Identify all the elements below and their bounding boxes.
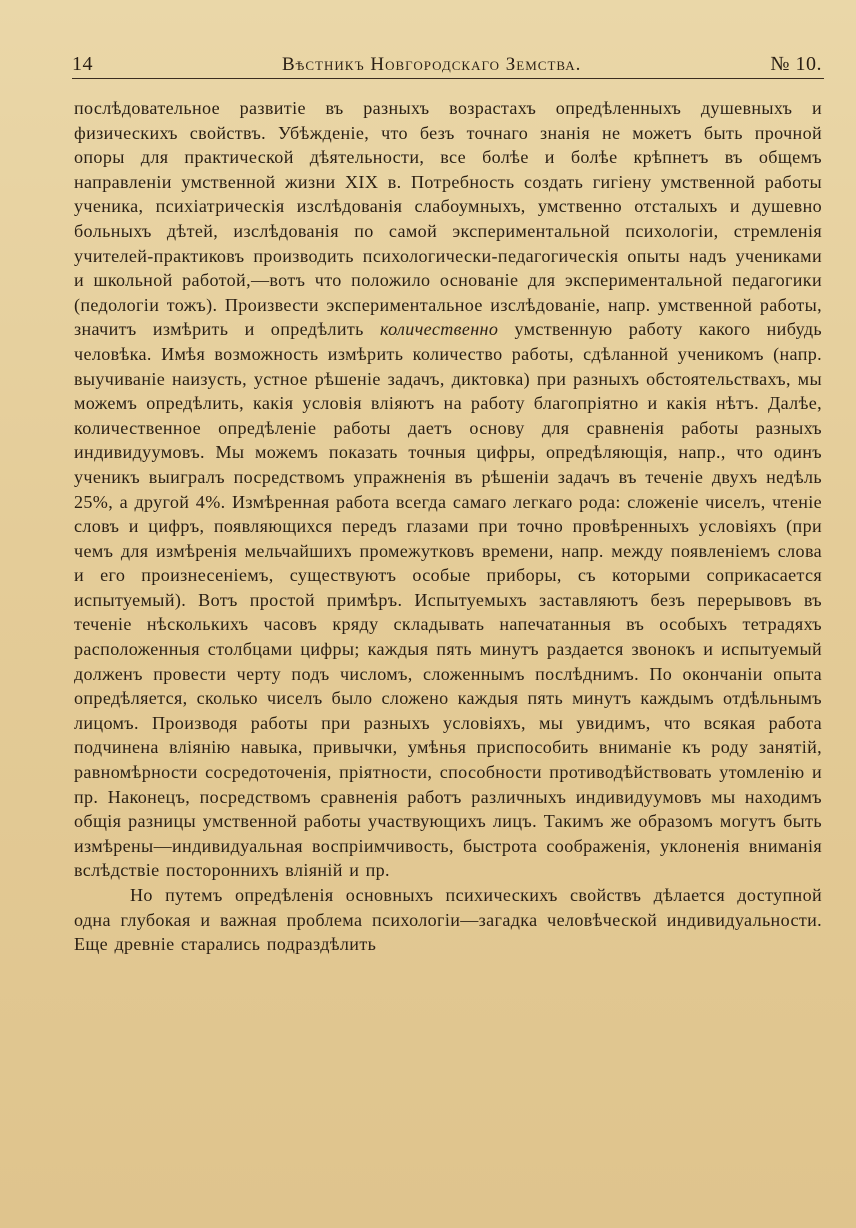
issue-number: № 10.: [770, 53, 822, 75]
journal-title: Вѣстникъ Новгородскаго Земства.: [281, 54, 582, 75]
page-number: 14: [72, 53, 93, 75]
paragraph-1: [74, 96, 822, 883]
header-rule: [72, 78, 824, 79]
article-body: [74, 96, 822, 957]
paragraph-1-text-before: послѣдовательное развитіе въ разныхъ возрастахъ опредѣленныхъ душевныхъ и физическихъ свойствъ. Убѣжденіе, что безъ точнаго знанія не можетъ быть прочной опоры для практической дѣятельности, все болѣе и болѣе крѣпнетъ въ общемъ направленіи умственной жизни XIX в. Потребность создать гигіену умственной работы ученика, психіатрическія изслѣдованія слабоумныхъ, умственно отсталыхъ и душевно больныхъ дѣтей, изслѣдованія по самой экспериментальной психологіи, стремленія учителей-практиковъ производить психологически-педагогическія опыты надъ учениками и школьной работой,—вотъ что положило основаніе для экспериментальной педагогики (педологіи тожъ). Произвести экспериментальное изслѣдованіе, напр. умственной работы, значитъ измѣрить и опредѣлить: [74, 98, 822, 340]
running-header: [72, 44, 822, 76]
emphasis-quantitatively: количественно: [379, 319, 499, 340]
paragraph-2: Но путемъ опредѣленія основныхъ психическихъ свойствъ дѣлается доступной одна глубокая и важная проблема психологіи—загадка человѣческой индивидуальности. Еще древніе старались подраздѣлить: [74, 885, 822, 955]
paragraph-1-text-after: умственную работу какого нибудь человѣка. Имѣя возможность измѣрить количество работы, сдѣланной ученикомъ (напр. выучиваніе наизусть, устное рѣшеніе задачъ, диктовка) при разныхъ обстоятельствахъ, мы можемъ опредѣлить, какія условія вліяютъ на работу благопріятно и какія нѣтъ. Далѣе, количественное опредѣленіе работы даетъ основу для сравненія работы разныхъ индивидуумовъ. Мы можемъ показать точныя цифры, опредѣляющія, напр., что одинъ ученикъ выигралъ посредствомъ упражненія въ рѣшеніи задачъ въ теченіе двухъ недѣль 25%, а другой 4%. Измѣренная работа всегда самаго легкаго рода: сложеніе чиселъ, чтеніе словъ и цифръ, появляющихся передъ глазами при точно провѣренныхъ условіяхъ (при чемъ для измѣренія мельчайшихъ промежутковъ времени, напр. между появленіемъ слова и его произнесеніемъ, существуютъ особые приборы, съ которыми соприкасается испытуемый). Вотъ простой примѣръ. Испытуемыхъ заставляютъ безъ перерывовъ въ теченіе нѣсколькихъ часовъ кряду складывать напечатанныя въ особыхъ тетрадяхъ расположенныя столбцами цифры; каждыя пять минутъ раздается звонокъ и испытуемый долженъ провести черту подъ числомъ, сложеннымъ послѣднимъ. По окончаніи опыта опредѣляется, сколько чиселъ было сложено каждыя пять минутъ каждымъ отдѣльнымъ лицомъ. Производя работы при разныхъ условіяхъ, мы увидимъ, что всякая работа подчинена вліянію навыка, привычки, умѣнья приспособить вниманіе къ роду занятій, равномѣрности сосредоточенія, пріятности, способности противодѣйствовать утомленію и пр. Наконецъ, посредствомъ сравненія работъ различныхъ индивидуумовъ мы находимъ общія разницы умственной работы участвующихъ лицъ. Такимъ же образомъ могутъ быть измѣрены—индивидуальная воспріимчивость, быстрота соображенія, уклоненія вниманія вслѣдствіе постороннихъ вліяній и пр.: [74, 319, 822, 881]
